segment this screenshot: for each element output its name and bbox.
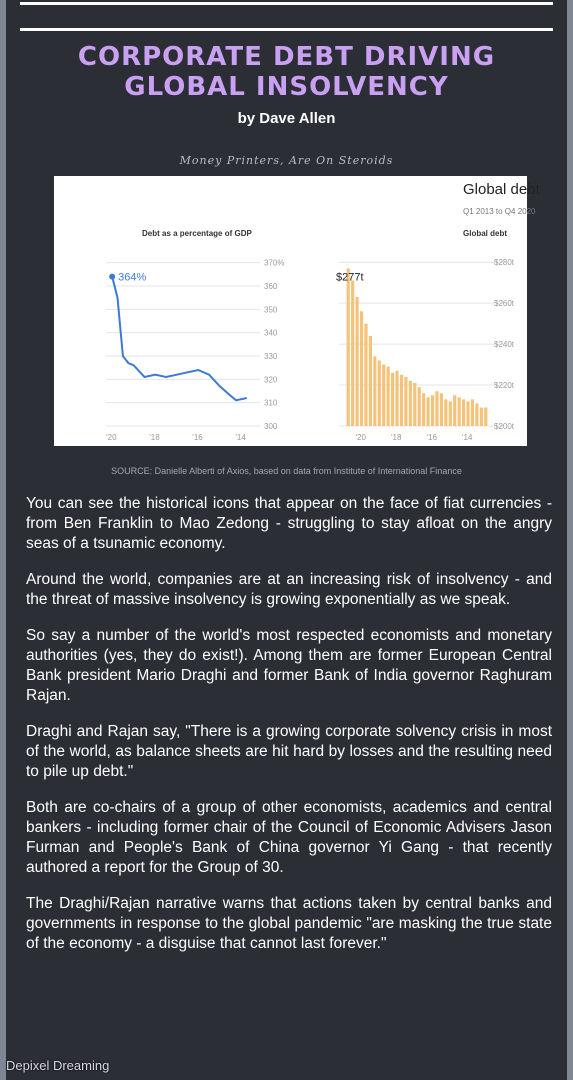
tagline: Money Printers, Are On Steroids (179, 154, 394, 167)
bar-chart-bar (435, 391, 438, 426)
bar-chart-bar (462, 399, 465, 426)
line-chart-y-tick-label: 310 (264, 398, 278, 408)
line-chart-y-tick-label: 350 (264, 305, 278, 315)
bar-chart-x-tick-label: '14 (462, 433, 473, 442)
line-chart-x-tick-label: '18 (149, 433, 160, 442)
bar-chart-bar (395, 371, 398, 426)
line-chart-y-tick-label: 330 (264, 352, 278, 361)
bar-chart-bar (351, 281, 354, 426)
bar-chart-y-tick-label: $240t (494, 340, 515, 350)
bar-chart-bar (364, 324, 367, 426)
bar-chart-bar (391, 373, 394, 426)
line-chart-annotation: 364% (118, 271, 147, 284)
chart-panel (54, 176, 540, 446)
chart-figure (54, 176, 540, 446)
article-paragraph: The Draghi/Rajan narrative warns that actions taken by central banks and governments in response to the global pandemic "are masking the true state of the economy - a disguise that cannot last forever." (26, 895, 552, 952)
line-chart-y-tick-label: 370% (264, 258, 285, 268)
bar-chart-bar (347, 268, 350, 426)
line-chart-y-tick-label: 360 (264, 282, 278, 291)
line-chart-x-tick-label: '16 (192, 433, 203, 442)
bar-chart-bar (449, 401, 452, 426)
article-paragraph: So say a number of the world's most respected economists and monetary authorities (yes, they do exist!). Among them are former European Central Bank president Mario Draghi and former Bank of India governor Raghuram Rajan. (26, 627, 552, 704)
bar-chart-bar (422, 393, 425, 426)
bar-chart-bar (440, 393, 443, 426)
bar-chart-bar (400, 375, 403, 426)
bar-chart-title: Global debt (463, 181, 540, 198)
bar-chart-bar (431, 395, 434, 426)
bar-chart-bar (484, 408, 487, 426)
article-paragraph: You can see the historical icons that appear on the face of fiat currencies - from Ben Franklin to Mao Zedong - struggling to stay afloat on the angry seas of a tsunamic economy. (26, 495, 552, 552)
bar-chart-y-tick-label: $260t (494, 299, 515, 309)
top-rule (20, 2, 553, 5)
bar-chart-bar (373, 356, 376, 426)
line-chart-title: Debt as a percentage of GDP (142, 229, 252, 238)
line-chart-end-point (109, 274, 115, 280)
bar-chart-bar (378, 360, 381, 426)
article-body (26, 494, 552, 970)
bar-chart-bar (418, 387, 421, 426)
bar-chart-subtitle: Q1 2013 to Q4 2020 (463, 207, 536, 216)
bar-chart-y-tick-label: $220t (494, 381, 515, 391)
bar-chart-bar (444, 399, 447, 426)
article-paragraph: Around the world, companies are at an increasing risk of insolvency - and the threat of massive insolvency is growing exponentially as we speak. (26, 571, 552, 608)
article-paragraph: Draghi and Rajan say, "There is a growing corporate solvency crisis in most of the world, as balance sheets are hit hard by losses and the resulting need to pile up debt." (26, 723, 552, 780)
bar-chart-bar (413, 383, 416, 426)
bar-chart-bar (427, 397, 430, 426)
chart-source: SOURCE: Danielle Alberti of Axios, based on data from Institute of International Finance (111, 466, 462, 476)
bar-chart-bar (458, 397, 461, 426)
bar-chart-bar (387, 367, 390, 426)
bar-chart-bar (475, 403, 478, 426)
bar-chart-bar (453, 395, 456, 426)
line-chart-x-tick-label: '20 (106, 433, 117, 442)
bar-chart-bar (404, 377, 407, 426)
bar-chart-y-tick-label: $280t (494, 258, 515, 268)
bar-chart-y-tick-label: $200t (494, 422, 515, 431)
page (6, 0, 567, 1080)
bar-chart-x-tick-label: '18 (391, 433, 402, 442)
line-chart-y-tick-label: 320 (264, 375, 278, 385)
watermark: Depixel Dreaming (6, 1058, 110, 1073)
header-rule (20, 28, 553, 31)
line-chart-y-tick-label: 340 (264, 328, 278, 338)
article-paragraph: Both are co-chairs of a group of other economists, academics and central bankers - including former chair of the Council of Economic Advisers Jason Furman and People's Bank of China governor Yi Gang - that recently authored a report for the Group of 30. (26, 799, 552, 876)
bar-chart-bar (356, 297, 359, 426)
bar-chart-bar (382, 365, 385, 426)
line-chart-series-line (112, 277, 247, 401)
line-chart-x-tick-label: '14 (235, 433, 246, 442)
bar-chart-bar (466, 401, 469, 426)
bar-chart-bar (360, 311, 363, 426)
page-title: CORPORATE DEBT DRIVING GLOBAL INSOLVENCY (77, 42, 496, 102)
bar-chart-axis-caption: Global debt (463, 229, 507, 238)
bar-chart-annotation: $277t (336, 271, 364, 284)
bar-chart-bar (409, 381, 412, 426)
bar-chart-x-tick-label: '16 (426, 433, 437, 442)
bar-chart-bar (480, 408, 483, 426)
line-chart-y-tick-label: 300 (264, 422, 278, 431)
bar-chart-x-tick-label: '20 (355, 433, 366, 442)
byline: by Dave Allen (237, 110, 336, 127)
bar-chart-bar (471, 399, 474, 426)
bar-chart-bar (369, 336, 372, 426)
